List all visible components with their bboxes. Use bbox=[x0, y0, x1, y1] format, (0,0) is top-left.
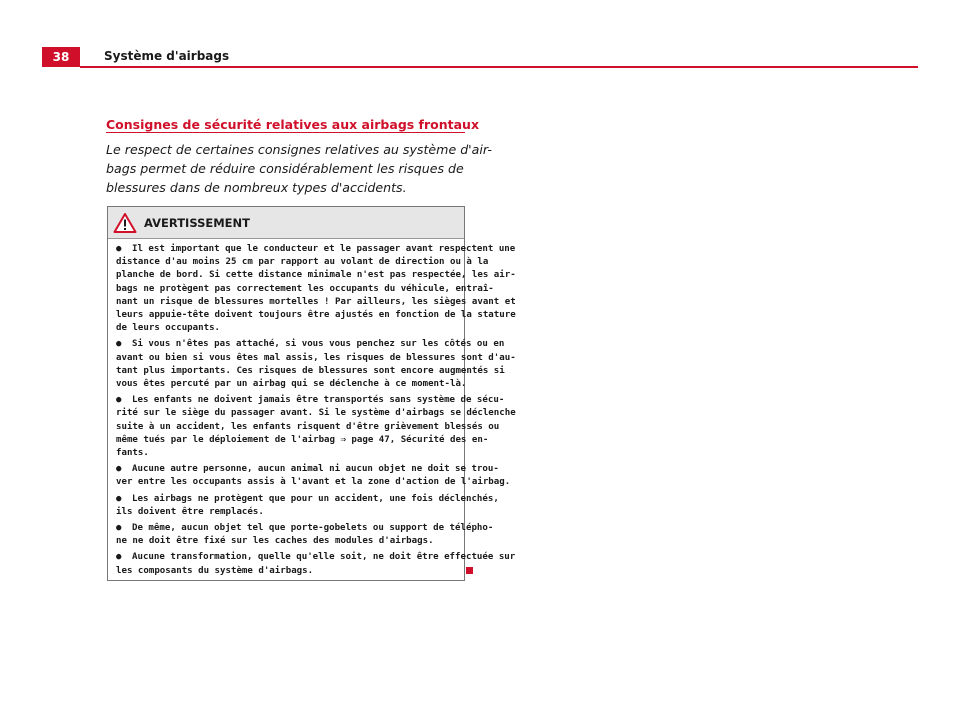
warning-box bbox=[107, 206, 516, 581]
bullet-icon: ● bbox=[116, 244, 122, 254]
warning-item-text: ils doivent être remplacés. bbox=[116, 506, 264, 517]
intro-line: bags permet de réduire considérablement les risques de bbox=[106, 161, 464, 176]
warning-item-text: De même, aucun objet tel que porte-gobelets ou support de télépho- bbox=[132, 523, 494, 534]
warning-item-text: rité sur le siège du passager avant. Si le système d'airbags se déclenche bbox=[116, 408, 516, 419]
warning-item-text: tant plus importants. Ces risques de blessures sont encore augmentés si bbox=[116, 365, 505, 376]
warning-item-line bbox=[116, 256, 489, 269]
warning-item bbox=[116, 338, 516, 391]
warning-item-line bbox=[116, 463, 499, 476]
warning-item-text: Aucune autre personne, aucun animal ni aucun objet ne doit se trou- bbox=[132, 464, 499, 475]
warning-item-line bbox=[116, 394, 505, 407]
warning-item-text: de leurs occupants. bbox=[116, 323, 221, 334]
warning-item-text: Aucune transformation, quelle qu'elle soit, ne doit être effectuée sur bbox=[132, 552, 516, 563]
bullet-icon: ● bbox=[116, 395, 122, 406]
bullet-icon: ● bbox=[116, 523, 122, 534]
warning-item-text: vous êtes percuté par un airbag qui se déclenche à ce moment-là. bbox=[116, 379, 467, 390]
warning-item-line bbox=[116, 352, 516, 365]
warning-item-line bbox=[116, 421, 500, 434]
page-number: 38 bbox=[42, 47, 80, 67]
warning-item-text: Il est important que le conducteur et le passager avant respectent une bbox=[132, 244, 516, 254]
warning-item-line bbox=[116, 243, 516, 256]
warning-item-text: bags ne protègent pas correctement les occupants du véhicule, entraî- bbox=[116, 283, 494, 294]
chapter-title: Système d'airbags bbox=[104, 49, 230, 63]
warning-item-line bbox=[116, 309, 516, 322]
warning-item-text: ver entre les occupants assis à l'avant et la zone d'action de l'airbag. bbox=[116, 477, 511, 488]
warning-title: AVERTISSEMENT bbox=[144, 216, 251, 230]
warning-item-line bbox=[116, 506, 458, 519]
warning-item-line bbox=[116, 522, 494, 535]
intro-line: Le respect de certaines consignes relatives au système d'air- bbox=[106, 142, 492, 157]
warning-item-line bbox=[116, 338, 505, 351]
warning-item bbox=[116, 522, 494, 548]
warning-item-line bbox=[116, 269, 516, 282]
bullet-icon: ● bbox=[116, 464, 122, 475]
warning-item-line bbox=[116, 407, 516, 420]
warning-item-line bbox=[116, 365, 505, 378]
warning-item bbox=[116, 463, 511, 489]
warning-item-text: ne ne doit être fixé sur les caches des modules d'airbags. bbox=[116, 536, 434, 547]
warning-item-text: suite à un accident, les enfants risquent d'être grièvement blessés ou bbox=[116, 421, 500, 432]
warning-item-text: même tués par le déploiement de l'airbag ⇒ page 47, Sécurité des en- bbox=[116, 434, 489, 445]
end-of-section-marker bbox=[466, 567, 473, 574]
section-title: Consignes de sécurité relatives aux airbags frontaux bbox=[106, 117, 480, 132]
warning-item-line bbox=[116, 296, 516, 309]
warning-triangle-icon bbox=[113, 212, 137, 234]
warning-item-line bbox=[116, 283, 494, 296]
bullet-icon: ● bbox=[116, 339, 122, 350]
warning-item-text: distance d'au moins 25 cm par rapport au volant de direction ou à la bbox=[116, 257, 489, 268]
warning-item-text: les composants du système d'airbags. bbox=[116, 565, 314, 576]
warning-item bbox=[116, 394, 516, 460]
bullet-icon: ● bbox=[116, 552, 122, 563]
warning-item bbox=[116, 551, 516, 577]
warning-item-line bbox=[116, 447, 458, 460]
warning-item-text: Les airbags ne protègent que pour un accident, une fois déclenchés, bbox=[132, 493, 499, 504]
warning-item-line bbox=[116, 493, 499, 506]
warning-item-text: avant ou bien si vous êtes mal assis, les risques de blessures sont d'au- bbox=[116, 352, 516, 363]
intro-paragraph bbox=[106, 140, 492, 197]
warning-item-line bbox=[116, 322, 458, 335]
section-divider bbox=[106, 132, 465, 133]
warning-item-line bbox=[116, 535, 458, 548]
warning-header bbox=[108, 207, 464, 239]
warning-item-line bbox=[116, 434, 489, 447]
warning-item bbox=[116, 493, 499, 519]
warning-item-text: nant un risque de blessures mortelles ! Par ailleurs, les sièges avant et bbox=[116, 296, 516, 307]
warning-item-line bbox=[116, 378, 467, 391]
warning-body bbox=[108, 239, 516, 578]
intro-line: blessures dans de nombreux types d'accidents. bbox=[106, 180, 407, 195]
warning-item-text: Les enfants ne doivent jamais être transportés sans système de sécu- bbox=[132, 395, 505, 406]
warning-item-text: fants. bbox=[116, 448, 149, 459]
bullet-icon: ● bbox=[116, 493, 122, 504]
warning-item-text: Si vous n'êtes pas attaché, si vous vous penchez sur les côtés ou en bbox=[132, 339, 505, 350]
warning-item-line bbox=[116, 476, 511, 489]
warning-item-text: planche de bord. Si cette distance minimale n'est pas respectée, les air- bbox=[116, 270, 516, 281]
warning-item bbox=[116, 243, 516, 335]
warning-item-line bbox=[116, 551, 516, 564]
header-divider bbox=[80, 66, 918, 68]
warning-item-text: leurs appuie-tête doivent toujours être ajustés en fonction de la stature bbox=[116, 310, 516, 321]
warning-item-line bbox=[116, 565, 458, 578]
